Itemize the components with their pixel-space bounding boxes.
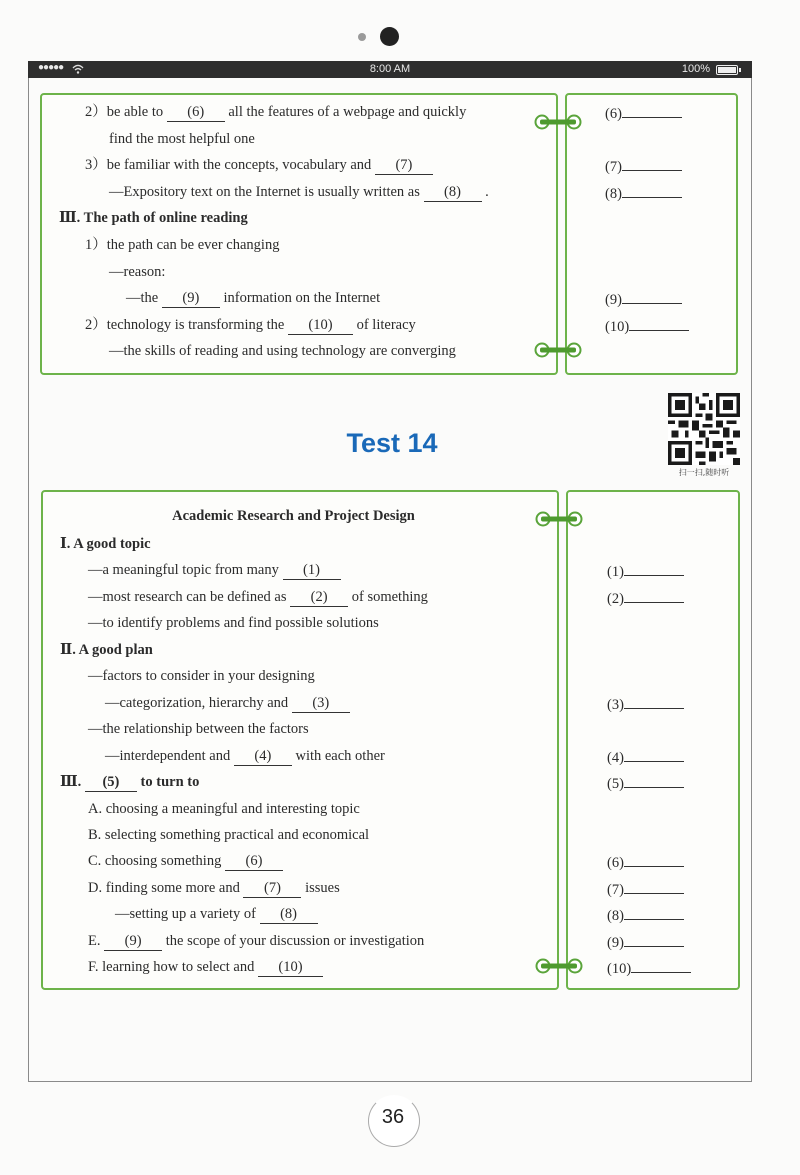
status-bar [28, 61, 752, 78]
text-line: —the relationship between the factors [88, 721, 309, 738]
fill-in-line [85, 156, 433, 175]
answer-slot[interactable] [607, 905, 684, 925]
section-heading: Ⅱ. A good plan [60, 641, 153, 658]
camera-dot-small [358, 33, 366, 41]
line-text: issues [305, 879, 340, 896]
answer-blank[interactable]: (2) [290, 588, 348, 607]
answer-blank[interactable]: (1) [283, 561, 341, 580]
answer-blank[interactable]: (8) [424, 183, 482, 202]
fill-in-line [88, 958, 323, 977]
answer-blank[interactable]: (3) [292, 694, 350, 713]
ring-binder-icon [534, 113, 582, 131]
line-text: to turn to [140, 774, 200, 791]
fill-in-line [88, 932, 424, 951]
answer-underline[interactable] [624, 932, 684, 947]
answer-underline[interactable] [624, 561, 684, 576]
answer-blank[interactable]: (6) [225, 852, 283, 871]
answer-slot[interactable] [607, 932, 684, 952]
answer-underline[interactable] [622, 289, 682, 304]
answer-label: (9) [607, 934, 624, 951]
answer-underline[interactable] [622, 183, 682, 198]
line-text: information on the Internet [223, 290, 381, 307]
text-line: B. selecting something practical and economical [88, 826, 370, 843]
answer-label: (2) [607, 590, 624, 607]
fill-in-line [60, 773, 199, 792]
answer-underline[interactable] [624, 588, 684, 603]
answer-blank[interactable]: (9) [162, 289, 220, 308]
answer-label: (3) [607, 696, 624, 713]
line-text: —interdependent and [105, 747, 231, 764]
fill-in-line [115, 905, 318, 924]
fill-in-line [88, 879, 340, 898]
answer-underline[interactable] [622, 156, 682, 171]
fill-in-line [126, 289, 380, 308]
text-line: A. choosing a meaningful and interesting topic [88, 800, 360, 817]
answer-label: (9) [605, 292, 622, 309]
answer-blank[interactable]: (8) [260, 905, 318, 924]
answer-label: (1) [607, 564, 624, 581]
answer-underline[interactable] [624, 879, 684, 894]
answer-label: (5) [607, 776, 624, 793]
answer-slot[interactable] [607, 588, 684, 608]
line-text: C. choosing something [88, 853, 222, 870]
camera-lens [380, 27, 399, 46]
answer-label: (8) [605, 185, 622, 202]
answer-slot[interactable] [607, 694, 684, 714]
battery-icon [716, 65, 738, 75]
fill-in-line [85, 103, 466, 122]
test-title: Test 14 [346, 428, 438, 458]
fill-in-line [85, 316, 416, 335]
line-text: —setting up a variety of [115, 906, 256, 923]
fill-in-line [88, 561, 341, 580]
line-text: . [485, 183, 489, 200]
answer-underline[interactable] [624, 852, 684, 867]
answer-slot[interactable] [607, 879, 684, 899]
line-text: with each other [295, 747, 385, 764]
line-text: F. learning how to select and [88, 959, 255, 976]
answer-underline[interactable] [624, 905, 684, 920]
answer-slot[interactable] [607, 852, 684, 872]
answer-blank[interactable]: (7) [243, 879, 301, 898]
answer-label: (7) [605, 159, 622, 176]
line-text: of literacy [356, 316, 416, 333]
answer-underline[interactable] [629, 316, 689, 331]
answer-underline[interactable] [624, 694, 684, 709]
answer-slot[interactable] [605, 316, 689, 336]
answer-label: (6) [607, 855, 624, 872]
line-text: of something [351, 588, 428, 605]
ring-binder-icon [535, 510, 583, 528]
answer-blank[interactable]: (7) [375, 156, 433, 175]
answer-slot[interactable] [605, 289, 682, 309]
section-heading: Ⅲ. The path of online reading [59, 210, 248, 227]
fill-in-line [88, 852, 283, 871]
fill-in-line [88, 588, 428, 607]
answer-blank[interactable]: (9) [104, 932, 162, 951]
answer-blank[interactable]: (10) [288, 316, 353, 335]
answer-label: (8) [607, 908, 624, 925]
signal-icon: ●●●●● [38, 62, 64, 73]
text-line: find the most helpful one [109, 130, 255, 147]
line-text: D. finding some more and [88, 879, 240, 896]
answer-label: (10) [605, 318, 630, 335]
answer-blank[interactable]: (6) [167, 103, 225, 122]
page-number: 36 [381, 1106, 405, 1128]
battery-percent: 100% [681, 63, 710, 75]
answer-underline[interactable] [624, 773, 684, 788]
answer-blank[interactable]: (5) [85, 773, 137, 792]
ring-binder-icon [534, 341, 582, 359]
qr-caption: 扫一扫,随时听 [678, 468, 730, 477]
text-line: —reason: [109, 263, 166, 280]
line-text: all the features of a webpage and quickly [228, 104, 467, 120]
answer-underline[interactable] [624, 747, 684, 762]
line-text: 2）technology is transforming the [85, 316, 285, 333]
fill-in-line [105, 694, 350, 713]
answer-slot[interactable] [605, 156, 682, 176]
line-text: —most research can be defined as [88, 588, 287, 605]
text-line: —factors to consider in your designing [88, 668, 315, 685]
box2-title: Academic Research and Project Design [172, 508, 415, 524]
answer-slot[interactable] [607, 773, 684, 793]
answer-underline[interactable] [622, 103, 682, 118]
line-text: —categorization, hierarchy and [105, 694, 289, 711]
clock: 8:00 AM [369, 63, 411, 75]
text-line: —the skills of reading and using technology are converging [109, 343, 456, 360]
fill-in-line [109, 183, 489, 202]
line-text: E. [88, 932, 101, 949]
text-line: 1）the path can be ever changing [85, 237, 280, 253]
answer-slot[interactable] [605, 183, 682, 203]
answer-blank[interactable]: (4) [234, 747, 292, 766]
line-text: the scope of your discussion or investigation [165, 932, 425, 949]
answer-label: (4) [607, 749, 624, 766]
line-text: Ⅲ. [60, 774, 82, 791]
line-text: —the [126, 290, 159, 307]
fill-in-line [105, 747, 385, 766]
answer-slot[interactable] [607, 958, 691, 978]
line-text: —a meaningful topic from many [88, 562, 279, 579]
section-heading: Ⅰ. A good topic [60, 536, 151, 552]
answer-slot[interactable] [607, 747, 684, 767]
answer-label: (6) [605, 106, 622, 122]
answer-label: (7) [607, 881, 624, 898]
text-line: —to identify problems and find possible solutions [88, 615, 379, 632]
line-text: 2）be able to [85, 104, 164, 120]
ring-binder-icon [535, 957, 583, 975]
line-text: 3）be familiar with the concepts, vocabulary and [85, 157, 372, 174]
answer-slot[interactable] [605, 103, 682, 123]
answer-underline[interactable] [631, 958, 691, 973]
answer-label: (10) [607, 961, 632, 978]
line-text: —Expository text on the Internet is usually written as [109, 183, 420, 200]
answer-blank[interactable]: (10) [258, 958, 323, 977]
answer-slot[interactable] [607, 561, 684, 581]
